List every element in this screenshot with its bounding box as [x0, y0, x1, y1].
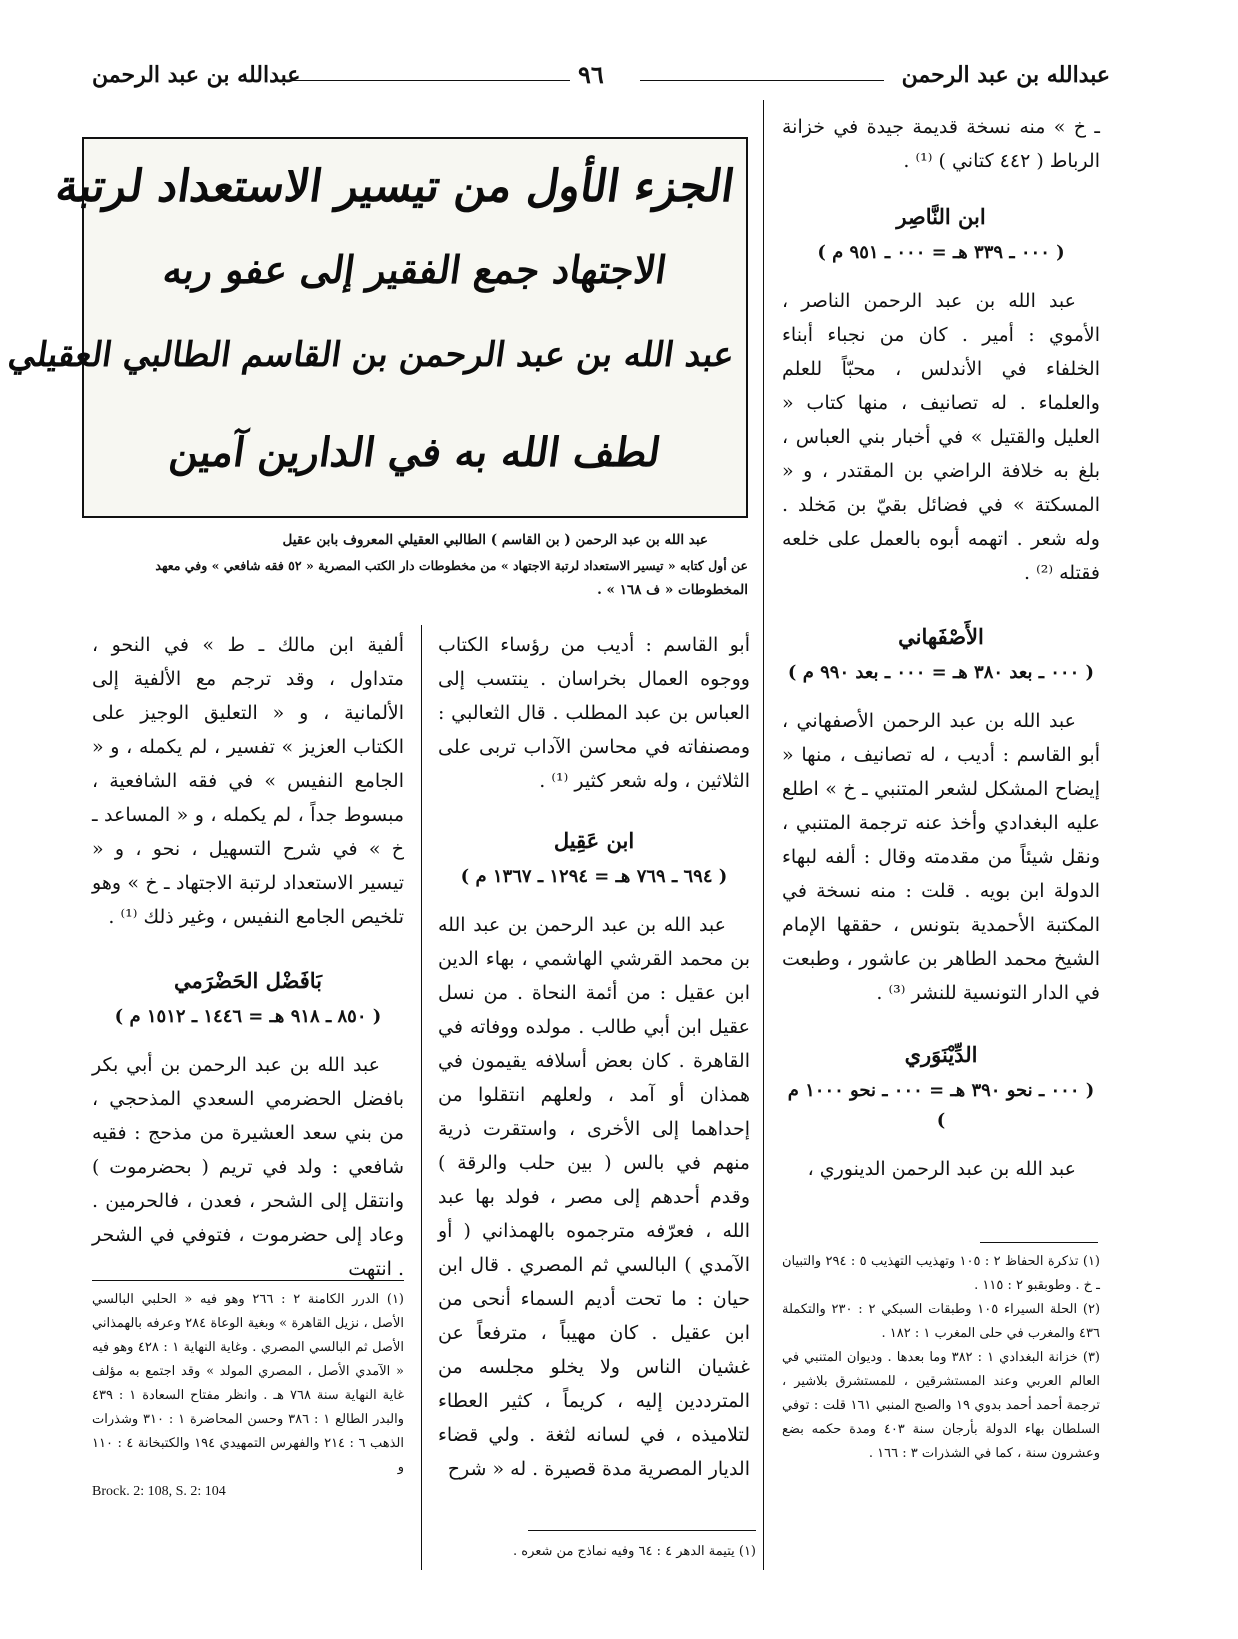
- footnote: (١) الدرر الكامنة ٢ : ٢٦٦ وهو فيه « الحلبي البالسي الأصل ، نزيل القاهرة » وبغية الوعاة ٢٨٤ وعرفه بالهمذاني الأصل ثم البالسي المصري . وغاية النهاية ١ : ٤٢٨ وهو فيه « الآمدي الأصل ، المصري المولد » وقد اجتمع به مؤلف غاية النهاية سنة ٧٦٨ هـ . وانظر مفتاح السعادة ١ : ٤٣٩ والبدر الطالع ١ : ٣٨٦ وحسن المحاضرة ١ : ٣١٠ وشذرات الذهب ٦ : ٢١٤ والفهرس التمهيدي ١٩٤ والكتبخانة ٤ : ١١٠ و: [92, 1292, 404, 1475]
- paragraph: أبو القاسم : أديب من رؤساء الكتاب ووجوه العمال بخراسان . ينتسب إلى العباس بن عبد المطلب . قال الثعالبي : ومصنفاته في محاسن الآداب تربى على الثلاثين ، وله شعر كثير ⁽¹⁾ .: [438, 634, 750, 792]
- entry-heading: ابن عَقِيل: [553, 828, 635, 853]
- paragraph: عبد الله بن عبد الرحمن بن عبد الله بن محمد القرشي الهاشمي ، بهاء الدين ابن عقيل : من أئمة النحاة . من نسل عقيل ابن أبي طالب . مولده ووفاته في القاهرة . كان بعض أسلافه يقيمون في همذان أو آمد ، ولعلهم انتقلوا من إحداهما إلى الأخرى ، واستقرت ذرية منهم في بالس ( بين حلب والرقة ) وقدم أحدهم إلى مصر ، فولد بها عبد الله ، فعرّفه مترجموه بالهمذاني ( أو الآمدي ) البالسي ثم المصري . قال ابن حيان : ما تحت أديم السماء أنحى من ابن عقيل . كان مهيباً ، مترفعاً عن غشيان الناس ولا يخلو مجلسه من المترددين إليه ، كريماً ، كثير العطاء لتلاميذه ، في لسانه لثغة . ولي قضاء الديار المصرية مدة قصيرة . له « شرح: [438, 914, 750, 1480]
- entry-heading: الدِّيْنَوَري: [904, 1042, 978, 1067]
- middle-footnotes: [438, 1540, 756, 1564]
- manuscript-image: [5, 137, 748, 518]
- paragraph: عبد الله بن عبد الرحمن الدينوري ،: [807, 1158, 1076, 1180]
- left-footnotes: [92, 1288, 404, 1504]
- header-rule-left: [292, 80, 570, 81]
- entry-dates: ( ٨٥٠ ـ ٩١٨ هـ = ١٤٤٦ ـ ١٥١٢ م ): [114, 1006, 382, 1027]
- middle-column: [438, 628, 750, 1496]
- entry-heading: الأَصْفَهاني: [898, 624, 984, 649]
- footnote: (٢) الحلة السيراء ١٠٥ وطبقات السبكي ٢ : ٢٣٠ والتكملة ٤٣٦ والمغرب في حلى المغرب ١ : ١٨٢ .: [782, 1302, 1101, 1341]
- entry-dates: ( ٦٩٤ ـ ٧٦٩ هـ = ١٢٩٤ ـ ١٣٦٧ م ): [460, 866, 728, 887]
- left-column: [92, 628, 404, 1296]
- entry-dates: ( ٠٠٠ ـ بعد ٣٨٠ هـ = ٠٠٠ ـ بعد ٩٩٠ م ): [787, 662, 1095, 683]
- footnote-rule: [528, 1530, 756, 1531]
- image-caption: [80, 528, 748, 603]
- entry-dates: ( ٠٠٠ ـ ٣٣٩ هـ = ٠٠٠ ـ ٩٥١ م ): [817, 242, 1065, 263]
- brockelmann-reference: Brock. 2: 108, S. 2: 104: [92, 1484, 226, 1499]
- page-number: ٩٦: [578, 60, 604, 89]
- paragraph: عبد الله بن عبد الرحمن بن أبي بكر بافضل الحضرمي السعدي المذحجي ، من بني سعد العشيرة من مذحج : فقيه شافعي : ولد في تريم ( بحضرموت ) وانتقل إلى الشحر ، فعدن ، فالحرمين . وعاد إلى حضرموت ، فتوفي في الشحر . انتهت: [92, 1054, 404, 1280]
- footnote: (١) تذكرة الحفاظ ٢ : ١٠٥ وتهذيب التهذيب ٥ : ٢٩٤ والتبيان ـ خ . وطوبقبو ٢ : ١١٥ .: [782, 1254, 1100, 1293]
- caption-line: عبد الله بن عبد الرحمن ( بن القاسم ) الطالبي العقيلي المعروف بابن عقيل: [282, 532, 708, 548]
- footnote-rule: [92, 1280, 404, 1281]
- paragraph: عبد الله بن عبد الرحمن الناصر ، الأموي : أمير . كان من نجباء أبناء الخلفاء في الأندلس ، محبّاً للعلم والعلماء . له تصانيف ، منها كتاب « العليل والقتيل » في أخبار بني العباس ، بلغ به خلافة الراضي بن المقتدر ، و « المسكتة » في فضائل بقيّ بن مَخلد . وله شعر . اتهمه أبوه بالعمل على خلعه فقتله ⁽²⁾ .: [782, 290, 1100, 584]
- footnote-rule: [980, 1242, 1098, 1243]
- manuscript-line-1: الجزء الأول من تيسير الاستعداد لرتبة: [52, 161, 738, 212]
- caption-line: المخطوطات « ف ١٦٨ » .: [597, 582, 748, 598]
- entry-dates: ( ٠٠٠ ـ نحو ٣٩٠ هـ = ٠٠٠ ـ نحو ١٠٠٠ م ): [787, 1080, 1095, 1131]
- entry-heading: بَافَضْل الحَضْرَمي: [173, 968, 323, 993]
- manuscript-line-2: الاجتهاد جمع الفقير إلى عفو ربه: [160, 247, 670, 292]
- paragraph: ـ خ » منه نسخة قديمة جيدة في خزانة الرباط ( ٤٤٢ كتاني ) ⁽¹⁾ .: [782, 116, 1100, 172]
- entry-heading: ابن النَّاصِر: [896, 204, 986, 229]
- manuscript-line-3: عبد الله بن عبد الرحمن بن القاسم الطالبي العقيلي: [5, 335, 737, 375]
- paragraph: ألفية ابن مالك ـ ط » في النحو ، متداول ، وقد ترجم مع الألفية إلى الألمانية ، و « التعليق الوجيز على الكتاب العزيز » تفسير ، لم يكمله ، و « الجامع النفيس » في فقه الشافعية ، مبسوط جداً ، لم يكمله ، و « المساعد ـ خ » في شرح التسهيل ، نحو ، و « تيسير الاستعداد لرتبة الاجتهاد ـ خ » وهو تلخيص الجامع النفيس ، وغير ذلك ⁽¹⁾ .: [92, 634, 404, 928]
- right-footnotes: [782, 1250, 1100, 1466]
- caption-line: عن أول كتابه « تيسير الاستعداد لرتبة الاجتهاد » من مخطوطات دار الكتب المصرية « ٥٢ فقه شافعي » وفي معهد: [155, 558, 748, 573]
- manuscript-line-4: لطف الله به في الدارين آمين: [166, 429, 664, 476]
- footnote: (١) يتيمة الدهر ٤ : ٦٤ وفيه نماذج من شعره .: [513, 1544, 756, 1559]
- column-divider: [421, 625, 422, 1570]
- right-column: [782, 110, 1100, 1196]
- column-divider: [763, 100, 764, 1570]
- running-head-left: عبدالله بن عبد الرحمن: [92, 62, 301, 88]
- footnote: (٣) خزانة البغدادي ١ : ٣٨٢ وما بعدها . وديوان المتنبي في العالم العربي وعند المستشرقين ، للمستشرق بلاشير ، ترجمة أحمد أحمد بدوي ١٩ والصبح المنبي ١٦١ قلت : توفي السلطان بهاء الدولة بأرجان سنة ٤٠٣ ومدة حكمه بضع وعشرون سنة ، كما في الشذرات ٣ : ١٦٦ .: [782, 1350, 1100, 1461]
- running-head-right: عبدالله بن عبد الرحمن: [901, 62, 1110, 88]
- paragraph: عبد الله بن عبد الرحمن الأصفهاني ، أبو القاسم : أديب ، له تصانيف ، منها « إيضاح المشكل لشعر المتنبي ـ خ » اطلع عليه البغدادي وأخذ عنه ترجمة المتنبي ، ونقل شيئاً من مقدمته وقال : ألفه لبهاء الدولة ابن بويه . قلت : منه نسخة في المكتبة الأحمدية بتونس ، حققها الإمام الشيخ محمد الطاهر بن عاشور ، وطبعت في الدار التونسية للنشر ⁽³⁾ .: [782, 710, 1100, 1004]
- header-rule-right: [640, 80, 884, 81]
